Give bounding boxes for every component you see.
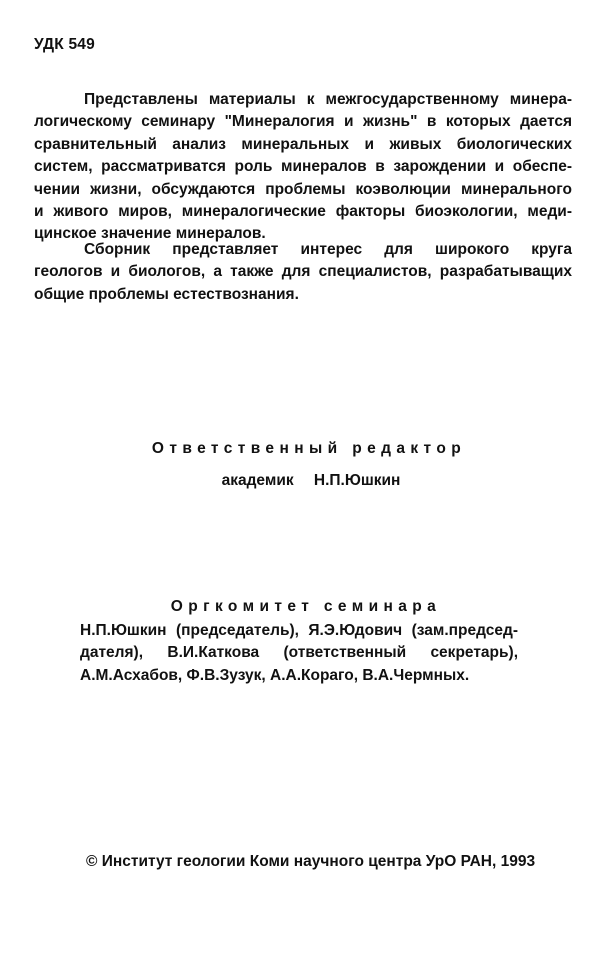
abstract-line: и живого миров, минералогические факторы биоэкологии, меди- [34,203,572,221]
organizing-committee-heading: Оргкомитет семинара [170,598,442,615]
abstract-line: чении жизни, обсуждаются проблемы коэволюции минерального [34,180,572,198]
abstract-paragraph [34,89,572,246]
audience-line: геологов и биологов, а также для специалистов, разрабатыващих [34,263,572,281]
audience-paragraph [34,239,572,306]
committee-line: дателя), В.И.Каткова (ответственный секретарь), [80,644,518,662]
udk-code: УДК 549 [34,36,95,53]
committee-line: А.М.Асхабов, Ф.В.Зузук, А.А.Кораго, В.А.Чермных. [80,666,470,684]
abstract-line: логическому семинару "Минералогия и жизнь" в которых дается [34,113,572,131]
organizing-committee-members [80,620,518,687]
committee-line: Н.П.Юшкин (председатель), Я.Э.Юдович (зам.председ- [80,622,518,639]
abstract-line: систем, рассматриватся роль минералов в зарождении и обеспе- [34,158,572,176]
audience-line: Сборник представляет интерес для широкого круга [84,241,572,258]
abstract-line: Представлены материалы к межгосударственному минера- [84,91,572,108]
abstract-line: цинское значение минералов. [34,225,266,243]
copyright-notice: © Институт геологии Коми научного центра УрО РАН, 1993 [86,853,536,870]
audience-line: общие проблемы естествознания. [34,285,299,303]
editor-name: академик Н.П.Юшкин [221,472,401,489]
abstract-line: сравнительный анализ минеральных и живых биологических [34,135,572,153]
editor-heading: Ответственный редактор [151,440,467,457]
